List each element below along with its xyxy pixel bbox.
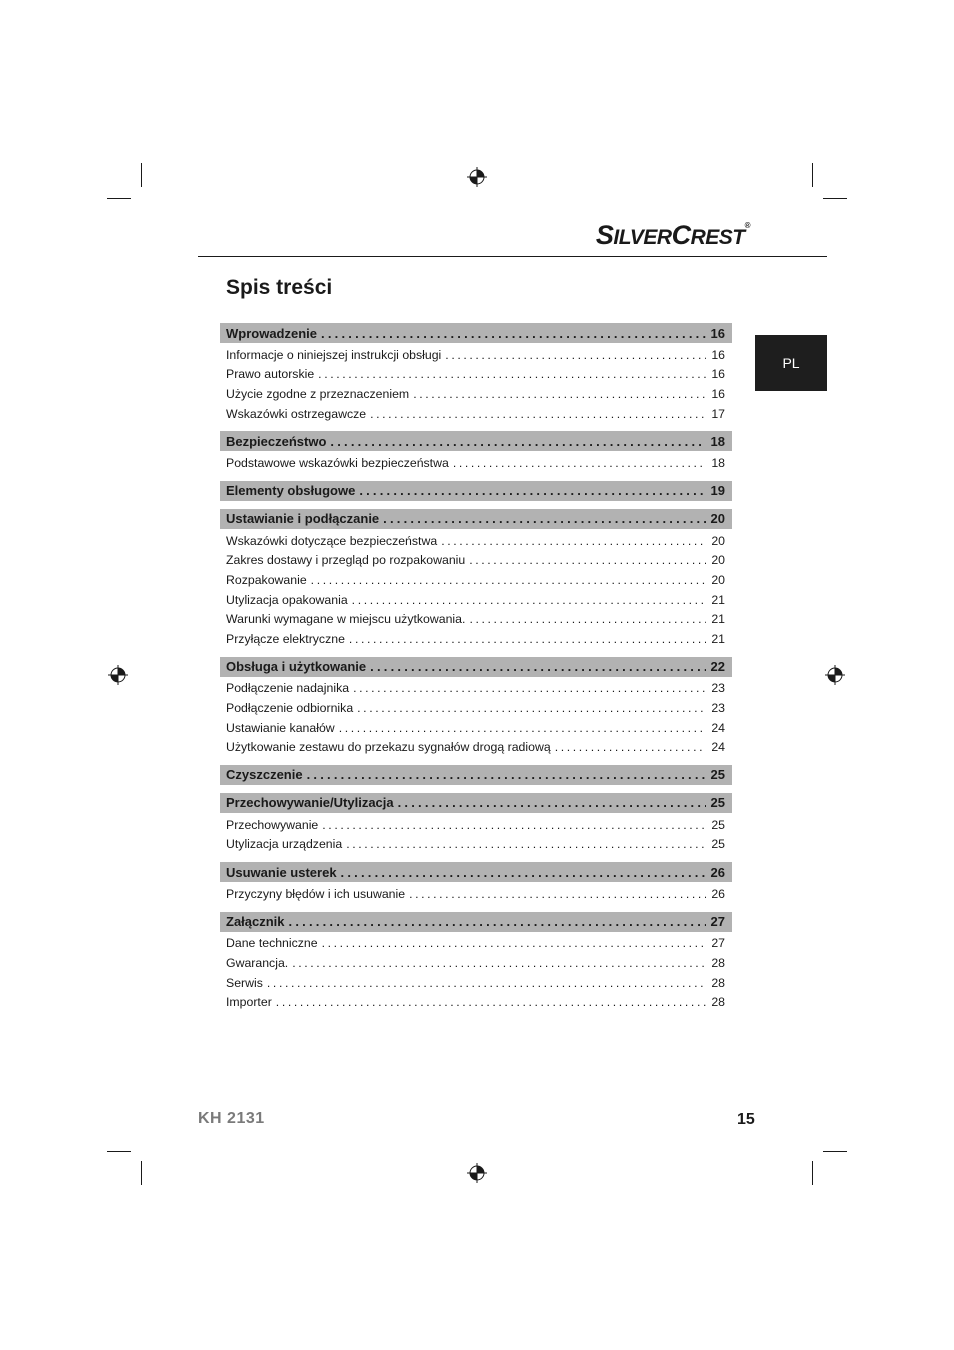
footer-page-number: 15 — [737, 1111, 755, 1128]
toc-entry — [220, 934, 732, 954]
toc-entry-list — [220, 451, 732, 473]
crop-mark — [141, 163, 142, 187]
toc-leader-dots — [359, 483, 705, 498]
toc-section-page: 22 — [710, 659, 725, 675]
toc-entry — [220, 365, 732, 385]
toc-entry — [220, 345, 732, 365]
crop-mark — [812, 163, 813, 187]
toc-section-heading — [220, 912, 732, 932]
toc-leader-dots — [469, 553, 706, 567]
toc-entry — [220, 551, 732, 571]
toc-leader-dots — [357, 701, 706, 715]
toc-section-page: 25 — [710, 767, 725, 783]
crop-mark — [823, 198, 847, 199]
toc-entry-label: Prawo autorskie — [226, 367, 315, 382]
toc-entry — [220, 992, 732, 1012]
toc-entry — [220, 570, 732, 590]
toc-entry-page: 21 — [711, 631, 725, 646]
toc-entry-list — [220, 529, 732, 649]
toc-section — [220, 657, 732, 757]
toc-section-title: Przechowywanie/Utylizacja — [226, 795, 394, 811]
toc-section-page: 26 — [710, 864, 725, 880]
toc-entry-label: Wskazówki ostrzegawcze — [226, 406, 367, 421]
toc-entry-page: 18 — [711, 456, 725, 471]
toc-leader-dots — [267, 976, 706, 990]
toc-entry — [220, 835, 732, 855]
toc-section-heading — [220, 765, 732, 785]
crop-mark — [107, 198, 131, 199]
toc-entry — [220, 384, 732, 404]
toc-section-title: Ustawianie i podłączanie — [226, 511, 380, 527]
toc-section-page: 16 — [710, 325, 725, 341]
registered-mark: ® — [744, 221, 750, 230]
toc-entry-page: 28 — [711, 975, 725, 990]
toc-entry — [220, 609, 732, 629]
toc-entry-page: 20 — [711, 572, 725, 587]
toc-entry-page: 23 — [711, 681, 725, 696]
toc-section-page: 18 — [710, 433, 725, 449]
toc-entry — [220, 453, 732, 473]
toc-leader-dots — [321, 326, 706, 341]
toc-entry-page: 21 — [711, 592, 725, 607]
toc-entry-list — [220, 677, 732, 757]
toc-entry — [220, 973, 732, 993]
toc-entry-label: Utylizacja urządzenia — [226, 837, 343, 852]
toc-entry-label: Informacje o niniejszej instrukcji obsługi — [226, 347, 442, 362]
toc-entry-list — [220, 343, 732, 423]
toc-entry-page: 16 — [711, 367, 725, 382]
toc-leader-dots — [370, 659, 705, 674]
toc-entry-page: 16 — [711, 347, 725, 362]
toc-leader-dots — [289, 914, 706, 929]
toc-entry-page: 25 — [711, 817, 725, 832]
toc-entry-label: Przyłącze elektryczne — [226, 631, 345, 646]
toc-leader-dots — [276, 995, 707, 1009]
toc-entry-page: 20 — [711, 553, 725, 568]
toc-leader-dots — [330, 434, 705, 449]
toc-section-heading — [220, 509, 732, 529]
toc-leader-dots — [409, 887, 706, 901]
language-tab — [755, 335, 827, 391]
toc-entry-list — [220, 882, 732, 904]
header-rule — [198, 256, 827, 257]
toc-entry-page: 28 — [711, 995, 725, 1010]
toc-entry-label: Wskazówki dotyczące bezpieczeństwa — [226, 533, 438, 548]
toc-entry-label: Przechowywanie — [226, 817, 319, 832]
toc-entry — [220, 590, 732, 610]
registration-mark-icon — [825, 665, 845, 685]
toc-entry — [220, 679, 732, 699]
toc-leader-dots — [413, 387, 706, 401]
toc-leader-dots — [322, 818, 706, 832]
toc-leader-dots — [398, 795, 706, 810]
toc-section-title: Załącznik — [226, 914, 285, 930]
brand-logo — [596, 222, 750, 249]
toc-section-title: Obsługa i użytkowanie — [226, 659, 367, 675]
toc-section-title: Usuwanie usterek — [226, 864, 337, 880]
toc-entry-label: Importer — [226, 995, 272, 1010]
toc-leader-dots — [555, 740, 707, 754]
toc-leader-dots — [445, 348, 706, 362]
toc-entry-label: Serwis — [226, 975, 263, 990]
toc-leader-dots — [469, 612, 706, 626]
toc-entry-list — [220, 932, 732, 1012]
crop-mark — [107, 1151, 131, 1152]
toc-leader-dots — [311, 573, 707, 587]
page-title: Spis treści — [226, 276, 333, 299]
toc-entry — [220, 953, 732, 973]
toc-entry-page: 24 — [711, 720, 725, 735]
brand-letter: S — [595, 220, 614, 250]
toc-leader-dots — [370, 407, 706, 421]
toc-section — [220, 323, 732, 423]
toc-section-heading — [220, 323, 732, 343]
toc-entry-label: Podstawowe wskazówki bezpieczeństwa — [226, 456, 449, 471]
toc-entry — [220, 884, 732, 904]
toc-entry-label: Ustawianie kanałów — [226, 720, 335, 735]
toc-entry — [220, 698, 732, 718]
toc-entry-page: 25 — [711, 837, 725, 852]
toc-entry-label: Rozpakowanie — [226, 572, 307, 587]
toc-entry-label: Podłączenie odbiornika — [226, 700, 354, 715]
registration-mark-icon — [467, 167, 487, 187]
toc-leader-dots — [441, 534, 706, 548]
toc-leader-dots — [346, 837, 706, 851]
toc-section-heading — [220, 481, 732, 501]
toc-leader-dots — [353, 681, 706, 695]
toc-section-page: 27 — [710, 914, 725, 930]
toc-section — [220, 912, 732, 1012]
toc-entry-label: Utylizacja opakowania — [226, 592, 348, 607]
language-tab-label: PL — [782, 355, 800, 371]
toc-section-page: 20 — [710, 511, 725, 527]
toc-entry-page: 17 — [711, 406, 725, 421]
toc-entry — [220, 718, 732, 738]
toc-entry-label: Gwarancja. — [226, 956, 289, 971]
toc-section — [220, 793, 732, 854]
toc-entry-label: Podłączenie nadajnika — [226, 681, 350, 696]
toc-section — [220, 509, 732, 649]
toc-section-page: 19 — [710, 483, 725, 499]
toc-leader-dots — [352, 593, 707, 607]
table-of-contents — [220, 323, 732, 1020]
toc-entry-label: Przyczyny błędów i ich usuwanie — [226, 886, 406, 901]
toc-section-heading — [220, 657, 732, 677]
toc-section-heading — [220, 862, 732, 882]
toc-section-title: Elementy obsługowe — [226, 483, 356, 499]
toc-entry-page: 21 — [711, 612, 725, 627]
toc-section-page: 25 — [710, 795, 725, 811]
toc-entry-label: Użycie zgodne z przeznaczeniem — [226, 386, 410, 401]
toc-entry-label: Zakres dostawy i przegląd po rozpakowaniu — [226, 553, 466, 568]
toc-entry-page: 24 — [711, 740, 725, 755]
toc-section — [220, 765, 732, 785]
toc-section-title: Czyszczenie — [226, 767, 303, 783]
toc-entry-list — [220, 813, 732, 854]
toc-entry-page: 23 — [711, 700, 725, 715]
toc-entry-label: Użytkowanie zestawu do przekazu sygnałów drogą radiową — [226, 740, 551, 755]
toc-leader-dots — [453, 456, 706, 470]
toc-leader-dots — [383, 511, 705, 526]
toc-leader-dots — [339, 721, 707, 735]
registration-mark-icon — [467, 1163, 487, 1183]
crop-mark — [812, 1161, 813, 1185]
toc-entry-label: Warunki wymagane w miejscu użytkowania. — [226, 612, 466, 627]
brand-letters: REST — [690, 226, 745, 249]
brand-letter: C — [671, 220, 691, 250]
toc-entry-page: 26 — [711, 886, 725, 901]
toc-section-title: Bezpieczeństwo — [226, 433, 327, 449]
toc-leader-dots — [307, 767, 706, 782]
toc-section-heading — [220, 431, 732, 451]
toc-leader-dots — [292, 956, 706, 970]
brand-letters: ILVER — [613, 226, 672, 249]
toc-entry — [220, 629, 732, 649]
toc-section — [220, 431, 732, 473]
toc-leader-dots — [341, 865, 706, 880]
toc-entry — [220, 531, 732, 551]
toc-entry — [220, 737, 732, 757]
toc-entry-label: Dane techniczne — [226, 936, 318, 951]
toc-leader-dots — [318, 367, 706, 381]
toc-entry-page: 20 — [711, 533, 725, 548]
crop-mark — [823, 1151, 847, 1152]
toc-section — [220, 481, 732, 501]
registration-mark-icon — [108, 665, 128, 685]
toc-section-title: Wprowadzenie — [226, 325, 318, 341]
toc-leader-dots — [322, 936, 707, 950]
toc-entry-page: 16 — [711, 386, 725, 401]
toc-leader-dots — [349, 632, 706, 646]
toc-section-heading — [220, 793, 732, 813]
toc-entry-page: 28 — [711, 956, 725, 971]
crop-mark — [141, 1161, 142, 1185]
toc-section — [220, 862, 732, 904]
footer-model: KH 2131 — [198, 1110, 265, 1127]
toc-entry — [220, 815, 732, 835]
toc-entry-page: 27 — [711, 936, 725, 951]
toc-entry — [220, 404, 732, 424]
